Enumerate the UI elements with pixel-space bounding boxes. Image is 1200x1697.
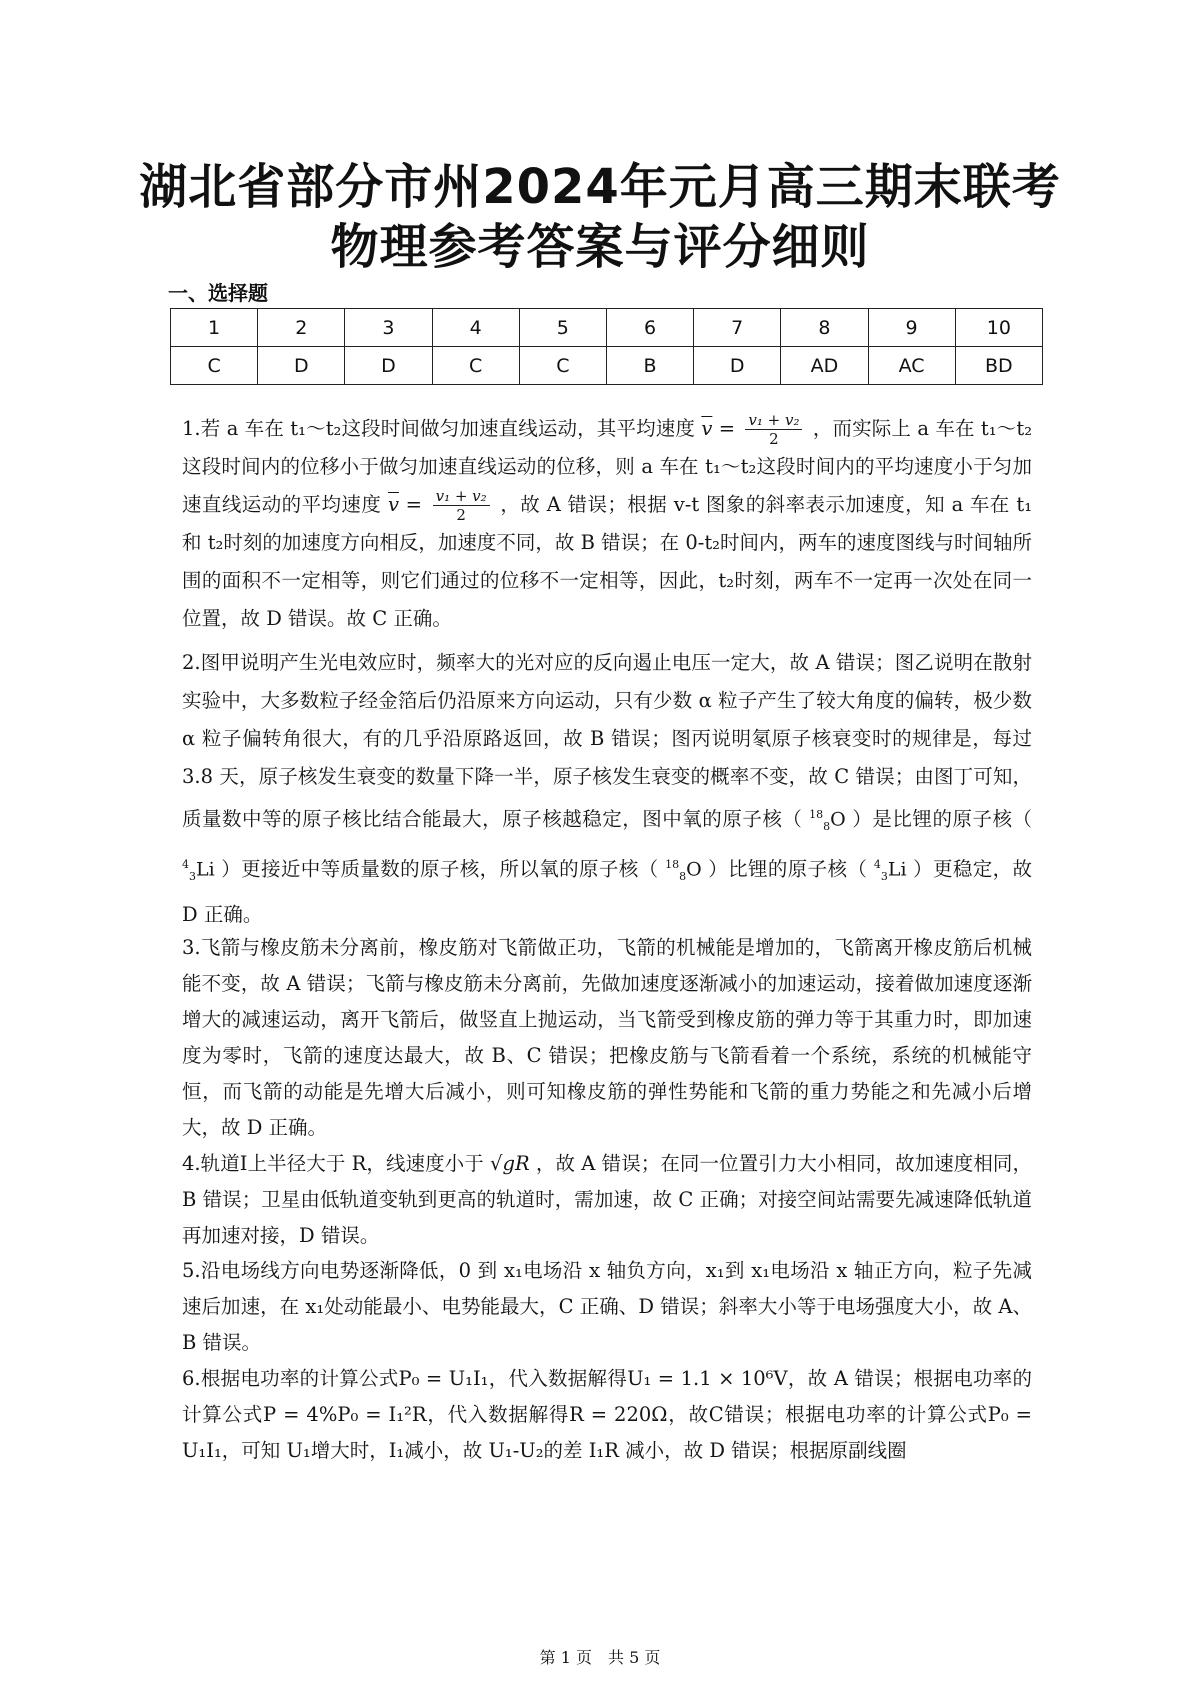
- answer-cell: BD: [955, 347, 1042, 385]
- question-number: 10: [955, 309, 1042, 347]
- solution-4-text-a: 4.轨道Ⅰ上半径大于 R，线速度小于: [182, 1152, 484, 1175]
- equals-sign: =: [405, 493, 422, 516]
- answer-cell: C: [519, 347, 606, 385]
- oxygen-mass-number: 18: [665, 858, 680, 872]
- lithium-nuclide: [874, 846, 907, 896]
- fraction-denominator: 2: [456, 506, 466, 524]
- solution-2: [182, 644, 1032, 934]
- question-number: 1: [171, 309, 258, 347]
- solution-6: 6.根据电功率的计算公式P₀ = U₁I₁，代入数据解得U₁ = 1.1 × 10⁶V，故 A 错误；根据电功率的计算公式P = 4%P₀ = I₁²R，代入数据解得R = 220Ω，故C错误；根据电功率的计算公式P₀ = U₁I₁，可知 U₁增大时，I₁减小，故 U₁-U₂的差 I₁R 减小，故 D 错误；根据原副线圈: [182, 1367, 1032, 1462]
- solution-2-text-c: ）更接近中等质量数的原子核，所以氧的原子核（: [221, 857, 659, 881]
- solution-2-text-b: ）是比锂的原子核（: [852, 807, 1032, 831]
- section-heading: 一、选择题: [168, 281, 268, 305]
- answer-cell: B: [606, 347, 693, 385]
- oxygen-atomic-number: 8: [679, 870, 687, 884]
- solution-4: [182, 1146, 1032, 1254]
- lithium-symbol: Li: [196, 858, 215, 881]
- question-number: 5: [519, 309, 606, 347]
- solution-3: 3.飞箭与橡皮筋未分离前，橡皮筋对飞箭做正功，飞箭的机械能是增加的，飞箭离开橡皮筋后机械能不变，故 A 错误；飞箭与橡皮筋未分离前，先做加速度逐渐减小的加速运动，接着做加速度逐渐增大的减速运动，离开飞箭后，做竖直上抛运动，当飞箭受到橡皮筋的弹力等于其重力时，即加速度为零时，飞箭的速度达最大，故 B、C 错误；把橡皮筋与飞箭看着一个系统，系统的机械能守恒，而飞箭的动能是先增大后减小，则可知橡皮筋的弹性势能和飞箭的重力势能之和先减小后增大，故 D 正确。: [182, 936, 1032, 1139]
- fraction-numerator: v₁ + v₂: [433, 487, 490, 506]
- question-number: 7: [694, 309, 781, 347]
- solution-1: [182, 410, 1032, 638]
- answer-table: [170, 308, 1043, 385]
- answer-cell: AC: [868, 347, 955, 385]
- fraction-denominator: 2: [769, 430, 779, 448]
- lithium-symbol: Li: [887, 858, 907, 881]
- oxygen-nuclide: [665, 846, 702, 896]
- question-number: 6: [606, 309, 693, 347]
- question-number: 8: [781, 309, 868, 347]
- solution-4-text-b: ，故 A 错误；在同一位置引力大小相同，故加速度相同，B 错误；卫星由低轨道变轨到更高的轨道时，需加速，故 C 正确；对接空间站需要先减速降低轨道再加速对接，D 错误。: [182, 1152, 1032, 1247]
- answer-cell: D: [694, 347, 781, 385]
- document-title: 湖北省部分市州2024年元月高三期末联考: [139, 159, 1061, 215]
- solution-1-text-a: 1.若 a 车在 t₁～t₂这段时间做匀加速直线运动，其平均速度: [182, 417, 695, 440]
- question-number: 3: [345, 309, 432, 347]
- lithium-atomic-number: 3: [189, 870, 196, 884]
- lithium-atomic-number: 3: [880, 870, 888, 884]
- answer-table-number-row: [171, 309, 1043, 347]
- question-number: 4: [432, 309, 519, 347]
- question-number: 9: [868, 309, 955, 347]
- solution-5: 5.沿电场线方向电势逐渐降低，0 到 x₁电场沿 x 轴负方向，x₁到 x₁电场沿 x 轴正方向，粒子先减速后加速，在 x₁处动能最小、电势能最大，C 正确、D 错误；斜率大小等于电场强度大小，故 A、B 错误。: [182, 1259, 1032, 1354]
- page-footer: 第 1 页 共 5 页: [539, 1648, 661, 1667]
- oxygen-nuclide: [809, 796, 846, 846]
- lithium-mass-number: 4: [873, 858, 881, 872]
- answer-cell: D: [258, 347, 345, 385]
- fraction-numerator: v₁ + v₂: [745, 411, 802, 430]
- average-velocity-symbol: $\overline{v}$: [701, 417, 713, 440]
- lithium-nuclide: [182, 846, 215, 896]
- answer-cell: C: [171, 347, 258, 385]
- solution-1-text-c: ，故 A 错误；根据 v-t 图象的斜率表示加速度，知 a 车在 t₁和 t₂时刻的加速度方向相反，加速度不同，故 B 错误；在 0-t₂时间内，两车的速度图线与时间轴所围的面积不一定相等，则它们通过的位移不一定相等，因此，t₂时刻，两车不一定再一次处在同一位置，故 D 错误。故 C 正确。: [182, 493, 1033, 630]
- solution-2-text-d: ）比锂的原子核（: [708, 857, 868, 881]
- sqrt-gr-expression: √gR: [490, 1152, 530, 1175]
- answer-cell: AD: [781, 347, 868, 385]
- oxygen-symbol: O: [830, 808, 846, 831]
- question-number: 2: [258, 309, 345, 347]
- average-velocity-fraction: [433, 487, 490, 524]
- equals-sign: =: [718, 417, 736, 440]
- document-subtitle: 物理参考答案与评分细则: [330, 219, 870, 275]
- average-velocity-fraction: [745, 411, 802, 448]
- solution-2-text-e: ）更稳定，故 D 正确。: [182, 857, 1032, 927]
- lithium-mass-number: 4: [182, 858, 189, 872]
- solution-1-text-b: ，而实际上 a 车在 t₁～t₂这段时间内的位移小于做匀加速直线运动的位移，则 a 车在 t₁～t₂这段时间内的平均速度小于匀加速直线运动的平均速度: [182, 417, 1033, 516]
- oxygen-atomic-number: 8: [823, 820, 831, 834]
- solution-2-text-a: 2.图甲说明产生光电效应时，频率大的光对应的反向遏止电压一定大，故 A 错误；图乙说明在散射实验中，大多数粒子经金箔后仍沿原来方向运动，只有少数 α 粒子产生了较大角度的偏转，极少数 α 粒子偏转角很大，有的几乎沿原路返回，故 B 错误；图丙说明氡原子核衰变时的规律是，每过 3.8 天，原子核发生衰变的数量下降一半，原子核发生衰变的概率不变，故 C 错误；由图丁可知，质量数中等的原子核比结合能最大，原子核越稳定，图中氧的原子核（: [182, 651, 1032, 831]
- answer-cell: C: [432, 347, 519, 385]
- answer-cell: D: [345, 347, 432, 385]
- oxygen-symbol: O: [686, 858, 702, 881]
- answer-table-answer-row: [171, 347, 1043, 385]
- oxygen-mass-number: 18: [809, 808, 824, 821]
- average-velocity-symbol: $\overline{v}$: [387, 493, 399, 516]
